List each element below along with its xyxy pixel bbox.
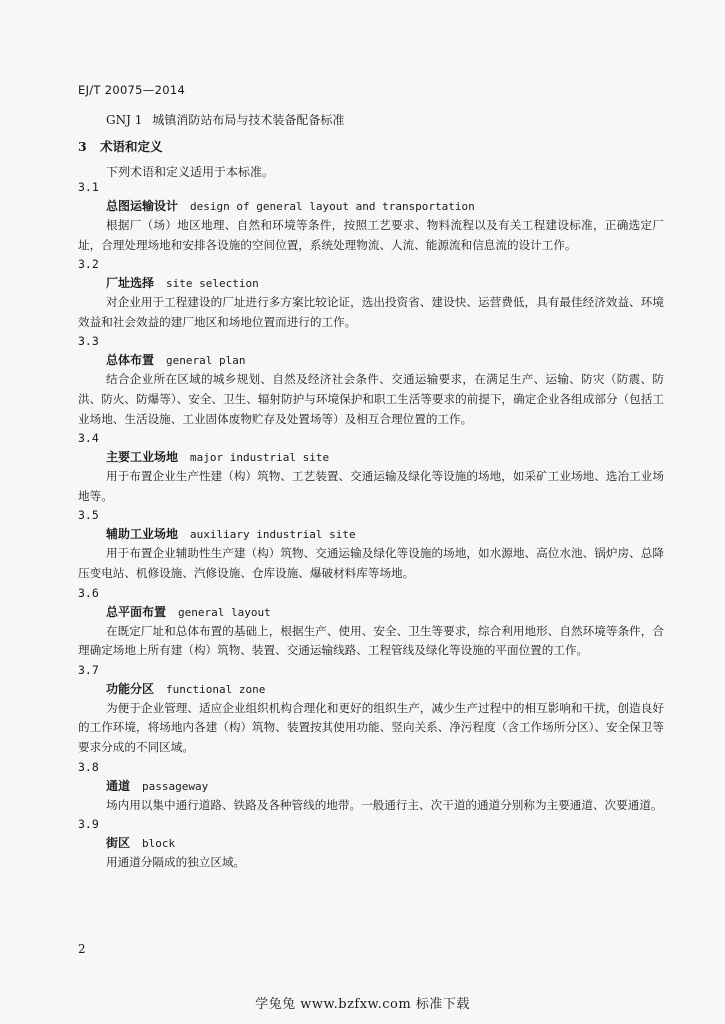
term-en: site selection bbox=[166, 277, 259, 291]
term-heading bbox=[78, 834, 664, 853]
term-entry bbox=[78, 815, 664, 873]
term-number: 3.5 bbox=[78, 508, 99, 523]
term-heading bbox=[78, 525, 664, 544]
term-entry bbox=[78, 429, 664, 506]
term-number: 3.9 bbox=[78, 817, 99, 832]
term-definition: 结合企业所在区域的城乡规划、自然及经济社会条件、交通运输要求，在满足生产、运输、防灾（防震、防洪、防火、防爆等）、安全、卫生、辐射防护与环境保护和职工生活等要求的前提下，确定企业各组成部分（包括工业场地、生活设施、工业固体废物贮存及处置场等）及相互合理位置的工作。 bbox=[78, 372, 664, 426]
term-heading bbox=[78, 448, 664, 467]
term-entry bbox=[78, 332, 664, 429]
term-heading bbox=[78, 274, 664, 293]
term-list bbox=[78, 178, 664, 873]
term-heading bbox=[78, 197, 664, 216]
reference-code: GNJ 1 bbox=[106, 113, 143, 127]
term-heading bbox=[78, 351, 664, 370]
term-zh: 主要工业场地 bbox=[106, 450, 179, 465]
term-en: passageway bbox=[142, 779, 209, 793]
term-entry bbox=[78, 661, 664, 758]
term-number: 3.7 bbox=[78, 662, 99, 677]
term-zh: 功能分区 bbox=[106, 681, 155, 696]
section-heading bbox=[78, 137, 163, 155]
term-zh: 总图运输设计 bbox=[106, 199, 179, 213]
term-entry bbox=[78, 178, 664, 255]
term-zh: 通道 bbox=[106, 778, 131, 793]
section-title: 术语和定义 bbox=[100, 139, 163, 154]
term-definition: 对企业用于工程建设的厂址进行多方案比较论证，选出投资省、建设快、运营费低，具有最佳经济效益、环境效益和社会效益的建厂地区和场地位置而进行的工作。 bbox=[78, 295, 664, 329]
term-definition: 为便于企业管理、适应企业组织机构合理化和更好的组织生产，减少生产过程中的相互影响和干扰，创造良好的工作环境，将场地内各建（构）筑物、装置按其使用功能、竖向关系、净污程度（含工作场所分区）、安全保卫等要求分成的不同区域。 bbox=[78, 700, 664, 754]
term-en: design of general layout and transportation bbox=[190, 200, 475, 213]
term-en: auxiliary industrial site bbox=[190, 528, 356, 542]
term-definition: 用于布置企业辅助性生产建（构）筑物、交通运输及绿化等设施的场地，如水源地、高位水池、锅炉房、总降压变电站、机修设施、汽修设施、仓库设施、爆破材料库等场地。 bbox=[78, 546, 664, 580]
term-zh: 总体布置 bbox=[106, 353, 155, 368]
term-heading bbox=[78, 680, 664, 699]
term-zh: 街区 bbox=[106, 836, 131, 851]
term-definition: 用通道分隔成的独立区域。 bbox=[106, 855, 246, 870]
term-en: major industrial site bbox=[190, 451, 330, 465]
term-en: functional zone bbox=[166, 682, 266, 696]
term-definition: 在既定厂址和总体布置的基础上，根据生产、使用、安全、卫生等要求，综合利用地形、自然环境等条件，合理确定场地上所有建（构）筑物、装置、交通运输线路、工程管线及绿化等设施的平面位置的工作。 bbox=[78, 623, 664, 658]
reference-title: 城镇消防站布局与技术装备配备标准 bbox=[152, 113, 345, 127]
term-zh: 厂址选择 bbox=[106, 276, 155, 291]
term-number: 3.2 bbox=[78, 257, 99, 272]
term-number: 3.8 bbox=[78, 759, 99, 774]
section-number: 3 bbox=[78, 139, 87, 154]
term-en: general layout bbox=[178, 605, 271, 619]
term-heading bbox=[78, 777, 664, 796]
term-definition: 用于布置企业生产性建（构）筑物、工艺装置、交通运输及绿化等设施的场地，如采矿工业场地、选冶工业场地等。 bbox=[78, 469, 664, 503]
term-en: block bbox=[142, 837, 176, 851]
term-zh: 辅助工业场地 bbox=[106, 527, 179, 542]
term-entry bbox=[78, 506, 664, 583]
term-heading bbox=[78, 603, 664, 622]
page-number: 2 bbox=[78, 942, 86, 956]
term-entry bbox=[78, 758, 664, 816]
term-number: 3.6 bbox=[78, 585, 99, 600]
term-number: 3.3 bbox=[78, 334, 99, 349]
term-definition: 根据厂（场）地区地理、自然和环境等条件，按照工艺要求、物料流程以及有关工程建设标准，正确选定厂址，合理处理场地和安排各设施的空间位置，系统处理物流、人流、能源流和信息流的设计工作。 bbox=[78, 218, 664, 252]
term-zh: 总平面布置 bbox=[106, 604, 167, 619]
intro-text: 下列术语和定义适用于本标准。 bbox=[106, 165, 275, 179]
term-number: 3.4 bbox=[78, 431, 99, 446]
term-entry bbox=[78, 255, 664, 332]
document-code: EJ/T 20075—2014 bbox=[78, 83, 186, 97]
term-number: 3.1 bbox=[78, 180, 99, 194]
term-definition: 场内用以集中通行道路、铁路及各种管线的地带。一般通行主、次干道的通道分别称为主要通道、次要通道。 bbox=[106, 797, 663, 812]
reference-line bbox=[106, 111, 344, 128]
footer-watermark: 学兔兔 www.bzfxw.com 标准下载 bbox=[255, 997, 470, 1012]
term-entry bbox=[78, 584, 664, 661]
term-en: general plan bbox=[166, 354, 246, 368]
